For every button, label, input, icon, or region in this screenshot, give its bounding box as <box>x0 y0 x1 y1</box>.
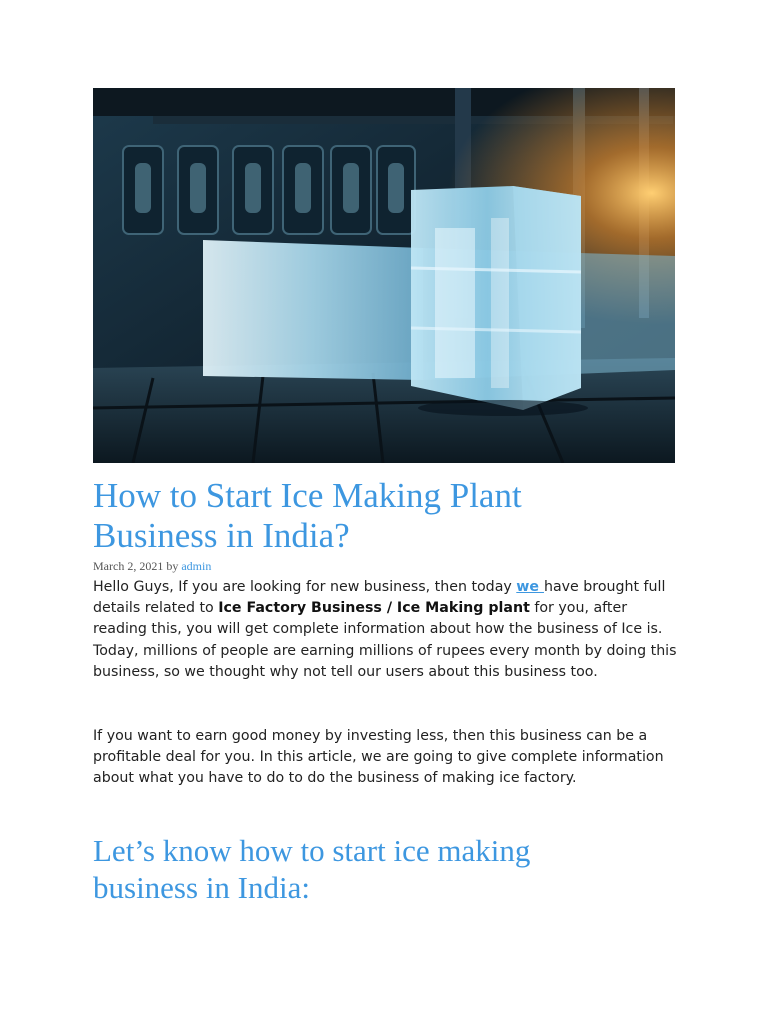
ice-block-photo <box>93 88 675 463</box>
post-date: March 2, 2021 <box>93 559 164 573</box>
section-heading-line1: Let’s know how to start ice making <box>93 833 531 868</box>
section-heading <box>93 832 693 906</box>
intro-text-3: for you, after reading this, you will get complete information about how the business of Ice is. Today, millions of people are earning millions of rupees every month by doing this business, so we thought why not tell our users about this business too. <box>93 600 677 680</box>
by-label: by <box>166 559 179 573</box>
article-title-line2: Business in India? <box>93 516 350 555</box>
we-link[interactable]: we <box>516 579 544 595</box>
second-paragraph: If you want to earn good money by investing less, then this business can be a profitable deal for you. In this article, we are going to give complete information about what you have to do to do the business of making ice factory. <box>93 728 664 787</box>
article-meta <box>93 558 211 574</box>
article-title-line1: How to Start Ice Making Plant <box>93 476 522 515</box>
author-link[interactable]: admin <box>181 559 212 573</box>
section-heading-line2: business in India: <box>93 870 310 905</box>
article-title <box>93 476 693 556</box>
intro-text-2: have brought full details related to <box>93 579 666 617</box>
hero-image <box>93 88 675 463</box>
intro-paragraph <box>93 577 683 683</box>
intro-text-1: Hello Guys, If you are looking for new business, then today <box>93 579 517 595</box>
intro-bold-phrase: Ice Factory Business / Ice Making plant <box>218 600 530 617</box>
